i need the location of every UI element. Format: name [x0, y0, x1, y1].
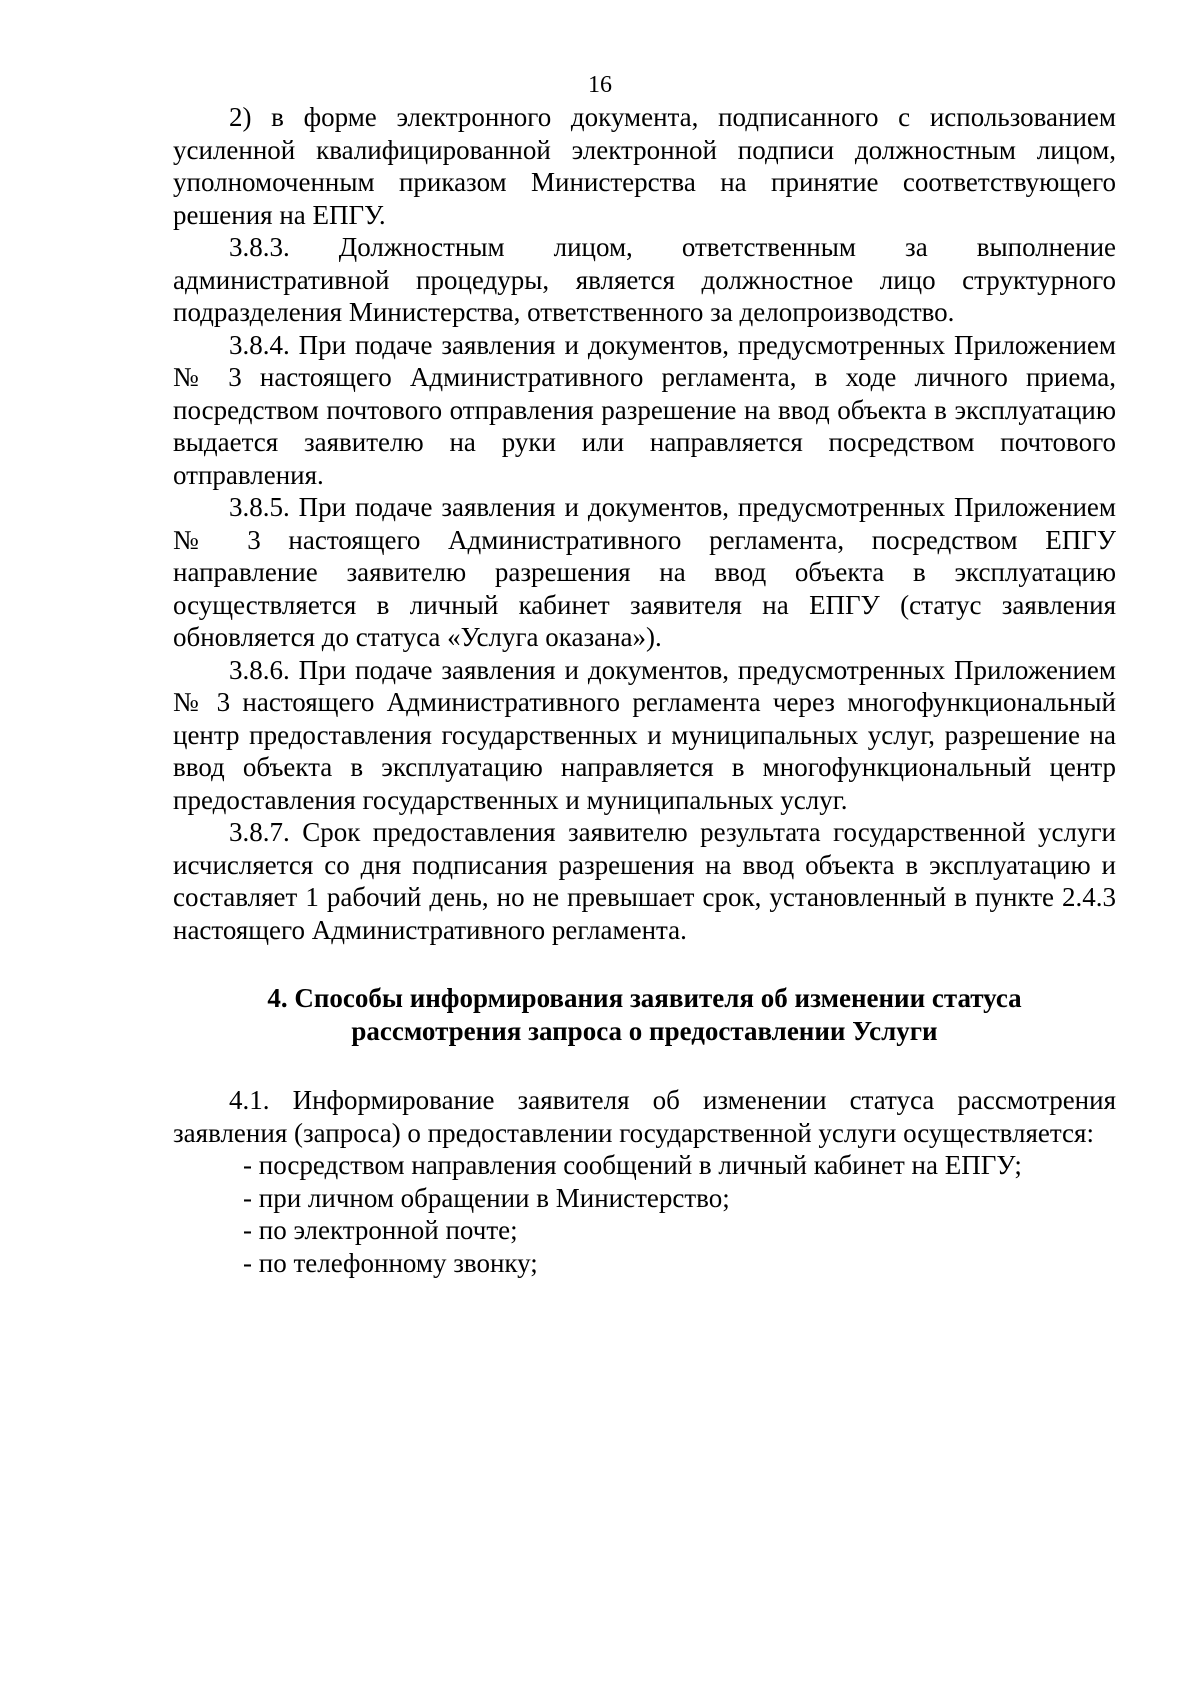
section-heading-line-2: рассмотрения запроса о предоставлении Услуги — [351, 1016, 938, 1046]
section-heading-line-1: 4. Способы информирования заявителя об изменении статуса — [267, 983, 1022, 1013]
paragraph-3-8-3: 3.8.3. Должностным лицом, ответственным за выполнение административной процедуры, является должностное лицо структурного подразделения Министерства, ответственного за делопроизводство. — [173, 232, 1116, 327]
section-heading-4 — [173, 982, 1116, 1048]
paragraph-4-1: 4.1. Информирование заявителя об изменении статуса рассмотрения заявления (запроса) о предоставлении государственной услуги осуществляется: — [173, 1085, 1116, 1148]
paragraph-3-8-6: 3.8.6. При подаче заявления и документов, предусмотренных Приложением № 3 настоящего Административного регламента через многофункциональный центр предоставления государственных и муниципальных услуг, разрешение на ввод объекта в эксплуатацию направляется в многофункциональный центр предоставления государственных и муниципальных услуг. — [173, 654, 1116, 815]
paragraph-3-8-5: 3.8.5. При подаче заявления и документов, предусмотренных Приложением № 3 настоящего Административного регламента, посредством ЕПГУ направление заявителю разрешения на ввод объекта в эксплуатацию осуществляется в личный кабинет заявителя на ЕПГУ (статус заявления обновляется до статуса «Услуга оказана»). — [173, 492, 1116, 652]
paragraph-3-8-4: 3.8.4. При подаче заявления и документов, предусмотренных Приложением № 3 настоящего Административного регламента, в ходе личного приема, посредством почтового отправления разрешение на ввод объекта в эксплуатацию выдается заявителю на руки или направляется посредством почтового отправления. — [173, 329, 1116, 490]
list-item-email: - по электронной почте; — [243, 1215, 518, 1245]
list-item-phone: - по телефонному звонку; — [243, 1247, 538, 1278]
list-item-personal-visit: - при личном обращении в Министерство; — [243, 1182, 730, 1213]
paragraph-result-electronic: 2) в форме электронного документа, подписанного с использованием усиленной квалифицированной электронной подписи должностным лицом, уполномоченным приказом Министерства на принятие соответствующего решения на ЕПГУ. — [173, 102, 1116, 230]
page-number: 16 — [588, 72, 612, 98]
document-body — [173, 101, 1116, 1279]
list-item-epgu: - посредством направления сообщений в личный кабинет на ЕПГУ; — [243, 1150, 1022, 1180]
paragraph-3-8-7: 3.8.7. Срок предоставления заявителю результата государственной услуги исчисляется со дня подписания разрешения на ввод объекта в эксплуатацию и составляет 1 рабочий день, но не превышает срок, установленный в пункте 2.4.3 настоящего Административного регламента. — [173, 817, 1116, 945]
